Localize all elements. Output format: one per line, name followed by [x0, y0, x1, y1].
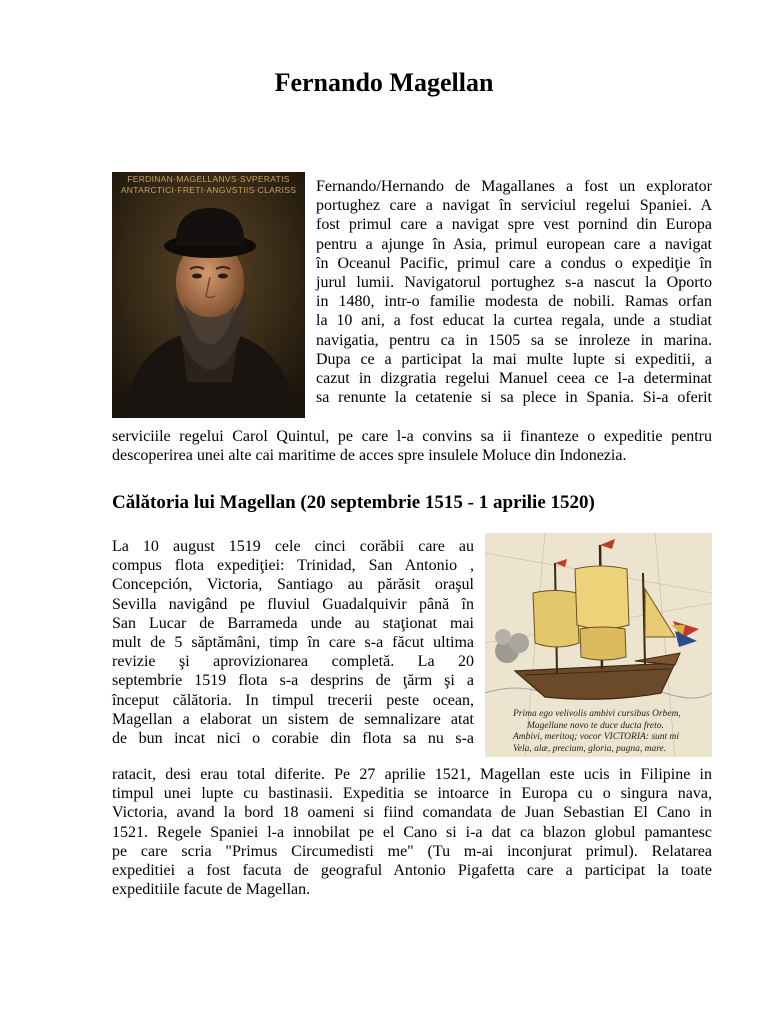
- text-line: Dupa ce a participat la mai multe lupte si expeditii, a: [316, 350, 712, 368]
- text-line: pe care scria "Primus Circumedisti me" (Tu m-ai inconjurat primul). Relatarea: [112, 842, 712, 860]
- text-line: revizie şi aprovizionarea completă. La 20: [112, 653, 474, 671]
- text-line: septembrie 1519 flota s-a desprins de ţărm şi a: [112, 672, 474, 690]
- page-title: Fernando Magellan: [274, 68, 494, 97]
- text-line: la 10 ani, a fost educat la curtea regala, unde a studiat: [316, 312, 712, 330]
- ship-caption-line: Vela, alæ, precium, gloria, pugna, mare.: [513, 743, 667, 754]
- portrait-illustration: [112, 172, 305, 418]
- text-line: jurul lumii. Navigatorul portughez s-a nascut la Oporto: [316, 274, 712, 292]
- text-line: sa renunte la cetatenie si sa plece in Spania. Si-a oferit: [316, 389, 712, 407]
- ship-victoria-image: [485, 533, 712, 757]
- intro-paragraph-full: [112, 427, 712, 465]
- intro-paragraph-side: [316, 177, 712, 407]
- text-line: fost primul care a navigat spre vest pornind din Europa: [316, 216, 712, 234]
- section-heading: Călătoria lui Magellan (20 septembrie 1515 - 1 aprilie 1520): [112, 492, 595, 513]
- text-line: timpul unei lupte cu bastinasii. Expeditia se intoarce in Europa cu o singura nava,: [112, 785, 712, 803]
- text-line: Concepción, Victoria, Santiago au părăsit oraşul: [112, 576, 474, 594]
- text-line: cazut in dizgratia regelui Manuel ceea ce l-a determinat: [316, 370, 712, 388]
- text-line: serviciile regelui Carol Quintul, pe care l-a convins sa ii finanteze o expeditie pentru: [112, 428, 712, 445]
- text-line: Fernando/Hernando de Magallanes a fost un explorator: [316, 178, 712, 195]
- voyage-paragraph-side: [112, 537, 474, 748]
- ship-caption: [513, 709, 709, 755]
- ship-caption-line: Prima ego velivolis ambivi cursibus Orbem,: [513, 709, 681, 719]
- ship-caption-line: Ambivi, meritoq; vocor VICTORIA: sunt mi: [513, 732, 680, 742]
- text-line: compus flota expediţiei: Trinidad, San Antonio ,: [112, 557, 474, 575]
- portrait-inscription-line: ANTARCTICI·FRETI·ANGVSTIIS·CLARISS: [120, 185, 297, 195]
- text-line: expeditiei a fost facuta de geograful Antonio Pigafetta care a participat la toate: [112, 862, 712, 880]
- text-line: mult de 5 săptămâni, timp în care s-a făcut ultima: [112, 634, 474, 652]
- text-line: 1521. Regele Spaniei l-a innobilat pe el Cano si i-a dat ca blazon globul pamantesc: [112, 823, 712, 841]
- voyage-paragraph-full: [112, 765, 712, 899]
- text-line: La 10 august 1519 cele cinci corăbii care au: [112, 538, 474, 555]
- text-line: pentru a ajunge în Asia, primul european care a navigat: [316, 235, 712, 253]
- text-line: navigatia, pentru ca in 1505 sa se inroleze in marina.: [316, 331, 712, 349]
- text-line: expeditiile facute de Magellan.: [112, 881, 311, 899]
- text-line: în Oceanul Pacific, primul care a condus o expediţie în: [316, 254, 712, 272]
- portrait-inscription-line: FERDINAN·MAGELLANVS·SVPERATIS: [127, 174, 290, 184]
- text-line: ratacit, desi erau total diferite. Pe 27 aprilie 1521, Magellan este ucis in Filipine in: [112, 766, 712, 783]
- text-line: de bun incat nici o corabie din flota sa nu s-a: [112, 730, 474, 748]
- text-line: început călătoria. In timpul trecerii peste ocean,: [112, 691, 474, 709]
- text-line: portughez care a navigat în serviciul regelui Spaniei. A: [316, 197, 712, 215]
- magellan-portrait: [112, 172, 305, 418]
- text-line: Victoria, avand la bord 18 oameni si fiind comandata de Juan Sebastian El Cano in: [112, 804, 712, 822]
- text-line: Magellan a elaborat un sistem de semnalizare atat: [112, 710, 474, 728]
- text-line: descoperirea unei alte cai maritime de acces spre insulele Moluce din Indonezia.: [112, 447, 627, 465]
- text-line: Sevilla navigând pe fluviul Guadalquivir până în: [112, 595, 474, 613]
- portrait-inscription: [112, 174, 305, 196]
- text-line: San Lucar de Barrameda unde au staţionat mai: [112, 614, 474, 632]
- text-line: in 1480, intr-o familie modesta de nobili. Ramas orfan: [316, 293, 712, 311]
- ship-caption-line: Magellane novo te duce ducta freto.: [527, 720, 664, 731]
